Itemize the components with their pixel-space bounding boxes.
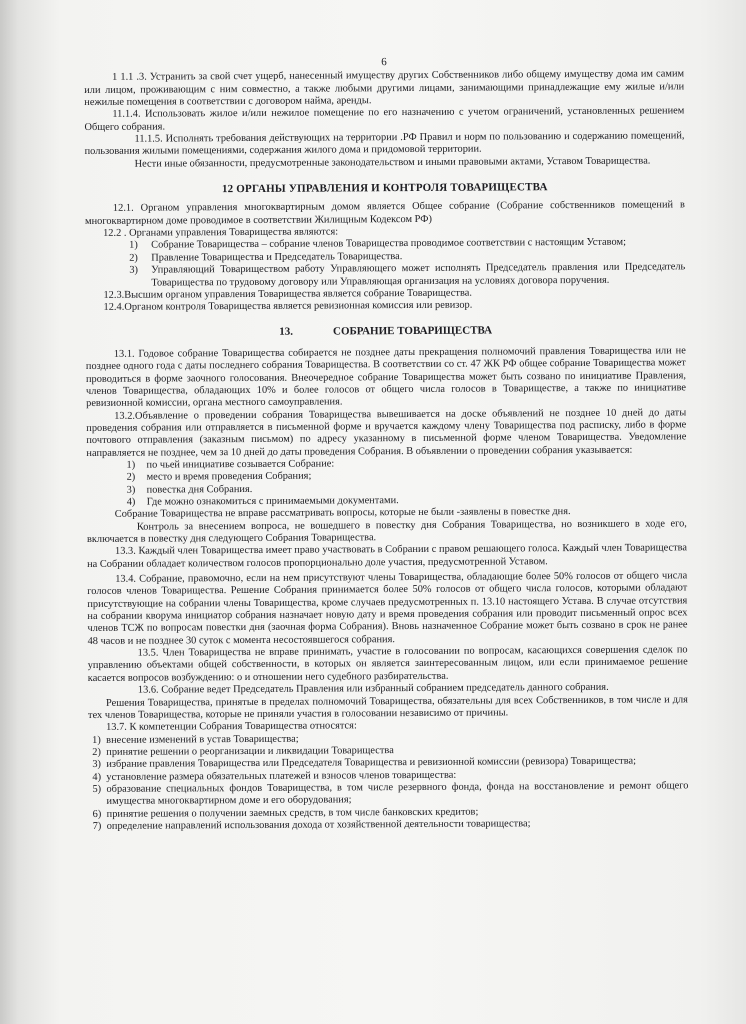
list-item-text: по чьей инициативе созывается Собрание: bbox=[146, 458, 335, 471]
paragraph-11-1-5: 11.1.5. Исполнять требования действующих на территории .РФ Правил и норм по пользованию и содержанию помещений, пользования жилыми помещениями, содержания жилого дома и придомовой территории. bbox=[84, 130, 685, 158]
list-item-number: 3) bbox=[129, 264, 138, 276]
list-item-number: 2) bbox=[92, 746, 101, 758]
paragraph-decisions-binding: Решения Товарищества, принятые в пределах полномочий Товарищества, обязательны для всех Собственников, в том числе и для тех членов Товарищества, которые не приняли участия в голосовании независимо от причины. bbox=[87, 693, 688, 721]
list-item-number: 5) bbox=[92, 783, 102, 795]
list-item bbox=[89, 817, 689, 833]
list-item-text: принятие решения о получении заемных средств, в том числе банковских кредитов; bbox=[106, 806, 479, 820]
list-item-number: 1) bbox=[92, 734, 101, 746]
list-item-number: 2) bbox=[129, 252, 138, 264]
list-item-number: 6) bbox=[92, 808, 102, 820]
list-item-text: установление размера обязательных платежей и взносов членов товарищества: bbox=[106, 769, 457, 783]
list-item-text: Где можно ознакомиться с принимаемыми документами. bbox=[146, 495, 399, 508]
paragraph-11-1-4: 11.1.4. Использовать жилое и/или нежилое помещение по его назначению с учетом ограничений, установленных решением Общего собрания. bbox=[84, 105, 685, 133]
list-item-text: образование специальных фондов Товарищества, в том числе резервного фонда, фонда на восстановление и ремонт общего имущества многоквартирном доме и его оборудования; bbox=[106, 780, 689, 808]
list-item-number: 3) bbox=[126, 484, 136, 496]
section-13-title: СОБРАНИЕ ТОВАРИЩЕСТВА bbox=[332, 324, 493, 338]
paragraph-13-1: 13.1. Годовое собрание Товарищества собирается не позднее даты прекращения полномочий правления Товарищества или не позднее одного года с даты последнего собрания Товарищества. В соответствии со ст. 47 ЖК РФ общее собрание Товарищества может проводиться в форме заочного голосования. Внеочередное собрание Товарищества может быть созвано по инициативе Правления, членов Товарищества, обладающих 10% и более голосов от общего числа голосов в Товариществе, а также по инициативе ревизионной комиссии, органа местного самоуправления. bbox=[85, 345, 687, 410]
list-item-number: 4) bbox=[126, 496, 136, 508]
list-item-number: 2) bbox=[126, 472, 136, 484]
paragraph-12-4: 12.4.Органом контроля Товарищества является ревизионная комиссия или ревизор. bbox=[103, 299, 473, 314]
list-item-text: место и время проведения Собрания; bbox=[146, 470, 312, 483]
paragraph-13-5: 13.5. Член Товарищества не вправе принимать, участие в голосовании по вопросам, касающихся совершения сделок по управлению объектами общей собственности, в которых он является заинтересованным лицом, или если принимаемое решение касается вопросов возбуждению: о и отношении него судебного разбирательства. bbox=[87, 644, 688, 684]
paragraph-13-2: 13.2.Объявление о проведении собрания Товарищества вывешивается на доске объявлений не позднее 10 дней до даты проведения собрания или отправляется в письменной форме и вручается каждому члену Товарищества под расписку, либо в форме почтового отправления (заказным письмом) по адресу указанному в письменной форме членом Товарищества. Уведомление направляется не позднее, чем за 10 дней до даты проведения Собрания. В объявлении о проведении собрания указывается: bbox=[86, 406, 687, 459]
list-item bbox=[88, 780, 688, 808]
paragraph-12-2: 12.2 . Органами управления Товарищества являются: bbox=[103, 226, 339, 240]
section-13-heading bbox=[86, 323, 686, 339]
paragraph-13-4: 13.4. Собрание, правомочно, если на нем присутствуют члены Товарищества, обладающие более 50% голосов от общего числа голосов членов Товарищества. Решение Собрания принимается более 50% голосов от общего числа голосов, которыми обладают присутствующие на собрании члены Товарищества, кроме случаев предусмотренных п. 13.10 настоящего Устава. В случае отсутствия на собрании кворума инициатор собрания назначает новую дату и время проведения собрания или проводит письменный опрос всех членов ТСЖ по вопросам повестки дня (заочная форма Собрания). Вновь назначенное Собрание может быть созвано в срок не ранее 48 часов и не позднее 30 суток с момента несостоявшегося собрания. bbox=[87, 570, 688, 647]
paragraph-agenda-limit: Собрание Товарищества не вправе рассматривать вопросы, которые не были -заявлены в повестке дня. bbox=[114, 506, 571, 521]
section-12-heading: 12 ОРГАНЫ УПРАВЛЕНИЯ И КОНТРОЛЯ ТОВАРИЩЕСТВА bbox=[221, 181, 548, 196]
list-item-number: 1) bbox=[126, 459, 136, 471]
list-item bbox=[85, 261, 685, 289]
paragraph-12-1: 12.1. Органом управления многоквартирным домом является Общее собрание (Собрание собственников помещений в многоквартирном доме проводимое в соответствии Жилищным Кодексом РФ) bbox=[84, 199, 685, 227]
list-item-text: принятие решении о реорганизации и ликвидации Товарищества bbox=[106, 744, 394, 758]
list-item-text: внесение изменений в устав Товарищества; bbox=[106, 733, 299, 746]
list-item-text: Правление Товарищества и Председатель Товарищества. bbox=[151, 250, 403, 264]
list-item-text: определение направлений использования дохода от хозяйственной деятельности товарищества; bbox=[106, 818, 531, 832]
paragraph-12-3: 12.3.Высшим органом управления Товарищества является собрание Товарищества. bbox=[103, 287, 472, 301]
list-item-number: 1) bbox=[129, 240, 138, 252]
paragraph-other-duties: Нести иные обязанности, предусмотренные законодательством и иными правовыми актами, Уставом Товарищества. bbox=[134, 155, 651, 170]
list-item-number: 3) bbox=[92, 759, 102, 771]
list-item-number: 7) bbox=[92, 820, 102, 832]
page-content bbox=[84, 54, 689, 833]
list-item-text: Собрание Товарищества – собрание членов Товарищества проводимое соответствии с настоящим Уставом; bbox=[151, 237, 626, 252]
list-item-text: Управляющий Товариществом работу Управляющего может исполнять Председатель правления или Председатель Товарищества по трудовому договору или Управляющая организация на условиях договора поручения. bbox=[151, 261, 686, 289]
paragraph-13-3: 13.3. Каждый член Товарищества имеет право участвовать в Собрании с правом решающего голоса. Каждый член Товарищества на Собрании обладает количеством голосов пропорционально доле участия, предусмотренной Уставом. bbox=[87, 542, 688, 570]
paragraph-11-1-3: 1 1.1 .3. Устранить за свой счет ущерб, нанесенный имуществу других Собственников либо общему имуществу дома им самим или лицом, проживающим с ним совместно, а также любыми другими лицами, занимающими принадлежащие ему жилые и/или нежилые помещения в соответствии с договором найма, аренды. bbox=[84, 68, 685, 109]
list-item-number: 4) bbox=[92, 771, 102, 783]
list-item-text: повестка дня Собрания. bbox=[146, 483, 253, 496]
paragraph-agenda-control: Контроль за внесением вопроса, не вошедшего в повестку дня Собрания Товарищества, но возникшего в ходе его, включается в повестку дня следующего Собрания Товарищества. bbox=[86, 518, 687, 546]
paragraph-13-7: 13.7. К компетенции Собрания Товарищества относятся: bbox=[106, 720, 357, 734]
paragraph-13-6: 13.6. Собрание ведет Председатель Правления или избранный собранием председатель данного собрания. bbox=[137, 681, 609, 696]
page-number: 6 bbox=[381, 56, 387, 69]
list-item-text: избрание правления Товарищества или Председателя Товарищества и ревизионной комиссии (ревизора) Товарищества; bbox=[106, 755, 636, 771]
section-13-number: 13. bbox=[279, 325, 294, 338]
